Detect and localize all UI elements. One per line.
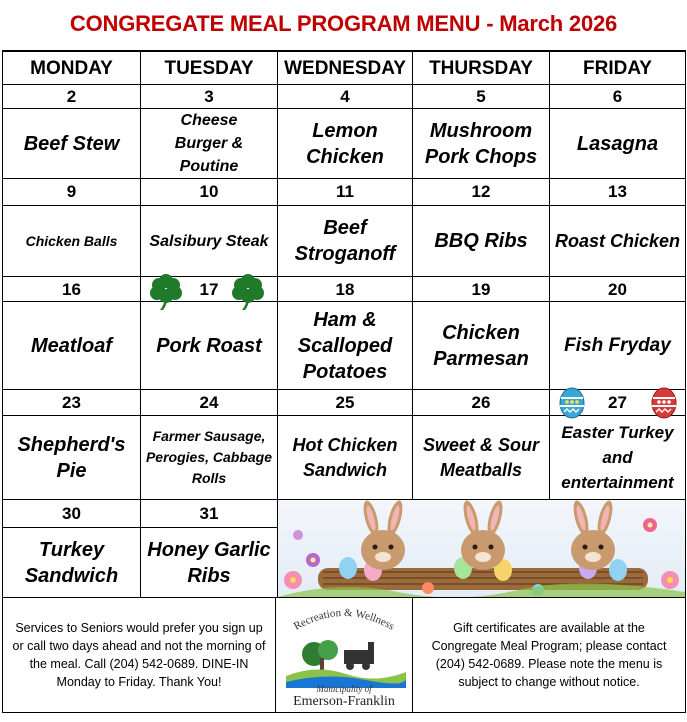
municipality-logo xyxy=(276,598,412,712)
meal-cell: Mushroom Pork Chops xyxy=(424,119,538,168)
day-header-wednesday: WEDNESDAY xyxy=(284,58,406,79)
meal-cell: Pork Roast xyxy=(156,334,262,357)
date-cell: 18 xyxy=(335,280,355,299)
page-title: CONGREGATE MEAL PROGRAM MENU - March 2026 xyxy=(69,11,618,36)
meal-cell: Lemon Chicken xyxy=(306,119,384,168)
meal-cell: Ham & Scalloped Potatoes xyxy=(297,308,393,383)
meal-cell: Chicken Parmesan xyxy=(433,321,529,370)
meal-cell: Honey Garlic Ribs xyxy=(147,538,271,587)
meal-cell: Roast Chicken xyxy=(554,231,681,251)
date-cell: 25 xyxy=(335,393,355,412)
logo-sub-text: Municipality of xyxy=(316,684,372,694)
date-cell: 12 xyxy=(471,182,491,201)
date-cell: 6 xyxy=(612,87,623,106)
day-header-monday: MONDAY xyxy=(30,58,113,79)
meal-cell: Sweet & Sour Meatballs xyxy=(422,434,540,480)
date-cell: 27 xyxy=(608,393,627,412)
date-cell: 31 xyxy=(199,504,219,523)
meal-cell: Farmer Sausage, Perogies, Cabbage Rolls xyxy=(145,428,273,486)
date-cell: 9 xyxy=(66,182,77,201)
date-cell: 20 xyxy=(608,280,627,299)
date-cell: 26 xyxy=(471,393,491,412)
meal-cell: Fish Fryday xyxy=(564,334,671,356)
date-cell: 3 xyxy=(204,87,214,106)
meal-cell: Lasagna xyxy=(576,132,659,155)
footer-left-note: Services to Seniors would prefer you sign up or call two days ahead and not the morning of the meal. Call (204) 542-0689. DINE-IN Monday to Friday. Thank You! xyxy=(12,621,266,689)
footer-right-note: Gift certificates are available at the Congregate Meal Program; please contact (204) 542-0689. Please note the menu is subject to change without notice. xyxy=(431,621,667,689)
date-cell: 11 xyxy=(336,182,354,201)
meal-cell: Shepherd's Pie xyxy=(17,433,126,482)
meal-cell: Meatloaf xyxy=(30,334,113,357)
date-cell: 23 xyxy=(62,393,81,412)
meal-cell: Beef Stew xyxy=(23,132,120,155)
date-cell: 4 xyxy=(340,87,350,106)
day-header-tuesday: TUESDAY xyxy=(164,58,254,79)
date-cell: 17 xyxy=(199,280,219,299)
date-cell: 16 xyxy=(62,280,81,299)
meal-cell: Easter Turkey and entertainment xyxy=(561,423,674,492)
meal-cell: Cheese Burger & Poutine xyxy=(174,112,244,175)
date-cell: 13 xyxy=(608,182,627,201)
date-cell: 2 xyxy=(66,87,77,106)
meal-cell: Chicken Balls xyxy=(25,232,118,249)
meal-cell: Beef Stroganoff xyxy=(294,217,396,265)
date-cell: 30 xyxy=(62,504,81,523)
day-header-thursday: THURSDAY xyxy=(429,58,533,79)
meal-cell: Salsibury Steak xyxy=(149,232,269,250)
date-cell: 24 xyxy=(199,393,219,412)
date-cell: 19 xyxy=(471,280,491,299)
easter-egg-icon xyxy=(650,384,678,420)
meal-cell: BBQ Ribs xyxy=(434,230,528,252)
logo-name-text: Emerson-Franklin xyxy=(293,694,395,709)
date-cell: 10 xyxy=(199,182,219,201)
easter-egg-icon xyxy=(558,384,586,420)
day-header-friday: FRIDAY xyxy=(583,58,652,79)
meal-cell: Turkey Sandwich xyxy=(24,538,119,587)
date-cell: 5 xyxy=(476,87,486,106)
meal-cell: Hot Chicken Sandwich xyxy=(292,434,398,480)
easter-bunnies-image xyxy=(278,500,685,597)
logo-top-text: Recreation & Wellness xyxy=(291,606,397,633)
